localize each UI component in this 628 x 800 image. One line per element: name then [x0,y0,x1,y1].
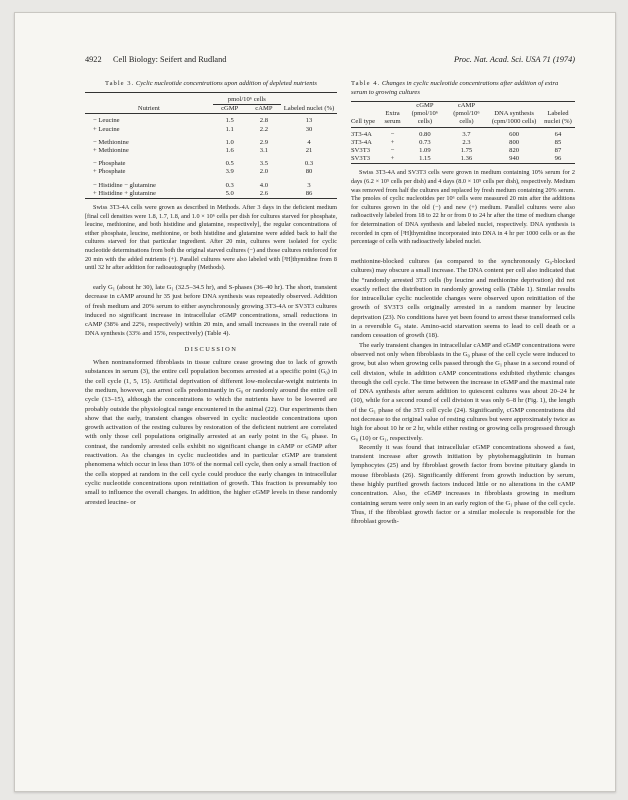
t3-cell-labeled: 86 [305,189,313,197]
t3-cell-camp: 2.6 [259,189,269,197]
page-number: 4922 [85,55,102,64]
t3-cell-nutrient: + Methionine [93,147,129,155]
t3-cell-labeled: 4 [307,138,311,146]
t4-cell-type: SV3T3 [351,147,371,155]
t4-cell-dna: 820 [509,147,520,155]
document-page [14,12,616,792]
table-row [85,126,337,134]
right-paragraph-2: The early transient changes in intracellular cAMP and cGMP concentrations were observed not only when fibroblasts in the G₀ phase of the cell cycle were induced to grow, but also when growing cells passed through the G₁ phase in a second round of cell division, while in addition cAMP concentrations exhibited rhythmic changes through the cell cycle. The time between the increase in cGMP and the maximal rate of DNA synthesis after serum addition to quiescent cultures was about 20–24 hr (10), while for a second round of cell division it was only 6–8 hr (Fig. 1), the length of the G₁ phase of the 3T3 cell cycle (24). Significantly, cGMP concentrations did not decrease to the original value of resting cultures but were approximately twice as high for about 10 hr or 2 hr, while either resting or growing cells progressed through G₀ (10) or G₁, respectively. [351,341,575,442]
t3-cell-labeled: 30 [305,125,313,133]
journal-section: Cell Biology: Seifert and Rudland [113,55,227,64]
t4-cell-labeled: 64 [554,130,562,138]
t4-header-dna: DNA synthesis (cpm/1000 cells) [491,110,537,126]
t3-header-nutrient: Nutrient [137,105,160,113]
t3-cell-labeled: 3 [307,181,311,189]
t3-header-group: pmol/10⁶ cells [213,93,281,105]
t4-cell-serum: + [390,155,395,163]
t4-cell-camp: 3.7 [462,130,471,138]
t4-cell-labeled: 87 [554,147,562,155]
t3-cell-cgmp: 1.6 [225,147,234,155]
left-paragraph-1: early G₁ (about hr 30), late G₁ (32.5–34.5 hr), and S-phases (36–40 hr). The short, transient decrease in cAMP around hr 35 just before DNA synthesis was repeatedly observed. Addition of fresh medium and 20% serum to either asynchronously growing 3T3-4A or SV3T3 cultures induced no significant increase in intracellular cGMP concentrations, small reductions in cAMP (38% and 22%, respectively) within 20 min, and small increases in the overall rate of DNA synthesis (33% and 15%, respectively) (Table 4). [85,283,337,338]
t3-cell-cgmp: 1.5 [225,117,234,125]
right-paragraph-3: Recently it was found that intracellular cGMP concentrations showed a fast, transient increase after growth initiation by phytohemagglutinin in human lymphocytes (25) and by fibroblast growth factor from bovine pituitary glands in mouse fibroblasts (26). Significantly different from growth induction by serum, these highly purified growth factors induced little or no alterations in the cAMP concentration. Also, the cGMP increases in fibroblasts growing in medium containing serum were only seen in an early region of the G₁ phase of the cell cycle. Thus, if the fibroblast growth factor or a similar molecule is responsible for the fibroblast growth- [351,443,575,526]
table-row [85,117,337,125]
t3-cell-nutrient: − Histidine − glutamine [93,181,156,189]
table3 [85,92,337,201]
t3-cell-labeled: 21 [305,147,313,155]
table4-footnote: Swiss 3T3-4A and SV3T3 cells were grown in medium containing 10% serum for 2 days (6.2 × 10⁵ cells per dish) and 4 days (8.0 × 10⁵ cells per dish), respectively. Medium was removed from half the cultures and replaced by fresh medium containing 20% serum. The pmoles of cyclic nucleotides per 10⁶ cells were measured 20 min after the additions for cultures grown in the old (−) and new (+) medium. Parallel cultures were also radioactively labeled from 18 to 22 hr or from 0 to 24 hr after the time of medium change for determination of DNA synthesis and labeled nuclei, respectively. DNA synthesis is recorded in cpm of [³H]thymidine incorporated into DNA in 4 hr per 1000 cells or as the percentage of cells with radioactively labeled nuclei. [351,169,575,246]
table-row [85,139,337,147]
t3-cell-camp: 2.0 [259,168,269,176]
t4-cell-type: SV3T3 [351,155,371,163]
t3-cell-cgmp: 1.1 [225,125,234,133]
left-paragraph-2: When nontransformed fibroblasts in tissue culture cease growing due to lack of growth substances in serum (3), the entire cell population becomes arrested at a specific point (G₀) in the cell cycle (1, 5, 15). Artificial deprivation of different low-molecular-weight nutrients in the medium, however, can arrest cells predominantly in G₀ or randomly around the entire cell cycle (13–15), although the concentrations to which the nutrients have to be lowered are probably outside the physiological range encountered in the animal (22). Our experiments then show that the early, transient changes observed in cyclic nucleotide concentrations upon growth activation of the resting cultures by restoration of the deficient nutrient are correlated with only those cell populations originally arrested at an early point in the G₀ phase. In contrast, the randomly arrested cells exhibit no significant change in cAMP or cGMP after reactivation. As the changes in cyclic nucleotides and in particular cGMP are transient phenomena which occur in less than 10% of the normal cell cycle, then only a small fraction of the cells stopped at random in the cell cycle could produce the early changes in intracellular cyclic nucleotide concentrations upon reinitiation of growth. This fraction is presumably too small to influence the overall changes. In addition, the higher cGMP levels in these randomly arrested leucine- or [85,359,337,506]
table-row [85,190,337,199]
t4-cell-serum: − [390,147,395,155]
t4-cell-dna: 940 [509,155,520,163]
table3-label: Table 3. [105,80,135,87]
t3-cell-labeled: 0.3 [304,160,314,168]
t4-cell-cgmp: 0.80 [419,130,431,138]
table-row [351,155,575,164]
table3-caption [85,79,337,88]
t4-cell-dna: 600 [509,130,520,138]
t3-cell-camp: 4.0 [259,181,269,189]
t3-cell-labeled: 13 [305,117,313,125]
table4 [351,101,575,166]
t3-cell-camp: 2.8 [259,117,269,125]
t3-cell-nutrient: − Methionine [93,138,129,146]
t3-cell-camp: 2.2 [259,125,269,133]
table3-footnote: Swiss 3T3-4A cells were grown as described in Methods. After 3 days in the deficient medium [final cell densities were 1.8, 1.7, 1.8, and 1.0 × 10⁶ cells per dish for cultures starved for phosphate, leucine, methionine, and both histidine and glutamine, respectively], the regular concentrations of either phosphate, leucine, methionine, or both histidine and glutamine were added back to half the cultures starved for that particular ingredient. After 20 min, cultures were isolated for cyclic nucleotide determinations from both the original starved cultures (−) and those cultures reinforced for 20 min with the added nutrients (+). Parallel cultures were also labeled with [³H]thymidine from 8 until 32 hr after addition for radioautography (Methods). [85,204,337,272]
t4-cell-labeled: 96 [554,155,562,163]
t4-cell-type: 3T3-4A [351,138,372,146]
t3-cell-nutrient: + Histidine + glutamine [93,189,156,197]
table3-title: Cyclic nucleotide concentrations upon addition of depleted nutrients [135,80,317,87]
t4-cell-serum: − [390,130,395,138]
table-row [85,160,337,168]
t3-cell-nutrient: − Leucine [93,117,120,125]
t3-cell-cgmp: 0.3 [225,181,234,189]
table-row [85,168,337,176]
t3-cell-cgmp: 0.5 [225,160,234,168]
t4-cell-serum: + [390,138,395,146]
t4-cell-camp: 1.36 [460,155,473,163]
t4-header-extra-serum: Extra serum [384,110,401,126]
table-row [351,139,575,147]
t4-cell-labeled: 85 [554,138,562,146]
t4-cell-cgmp: 1.15 [419,155,431,163]
t3-cell-camp: 3.1 [259,147,269,155]
table-row [85,182,337,190]
table4-caption [351,79,575,97]
t3-cell-labeled: 80 [305,168,313,176]
page-header [85,55,575,67]
t4-header-cgmp: cGMP (pmol/10⁶ cells) [411,102,439,126]
t3-cell-nutrient: + Leucine [93,125,120,133]
table-row [351,131,575,139]
t3-cell-camp: 3.5 [259,160,269,168]
section-heading-discussion: DISCUSSION [184,345,238,353]
table-row [351,147,575,155]
t4-header-cell-type: Cell type [351,118,375,126]
t4-header-camp: cAMP (pmol/10⁶ cells) [453,102,480,126]
t4-cell-camp: 2.3 [462,138,471,146]
t3-cell-cgmp: 1.0 [225,138,234,146]
table-row [85,147,337,155]
right-paragraph-1: methionine-blocked cultures (as compared to the synchronously G₀-blocked cultures) may obscure a small increase. The DNA content per cell also indicated that the “randomly arrested 3T3 cells (by leucine and methionine deprivation) did not exactly reflect the distribution in randomly growing cells (Table 1). Similar results for intracellular cyclic nucleotide changes were observed upon reinitiation of the growth of SV3T3 cells originally arrested in a random manner by leucine deprivation (23). No conditions have yet been found to arrest these transformed cells in a reversible G₀ state. Amino-acid starvation seems to lead to cell death or a random cessation of growth (18). [351,257,575,340]
t3-header-cgmp: cGMP [221,105,239,113]
t3-cell-nutrient: − Phosphate [93,160,126,168]
t3-header-camp: cAMP [255,105,273,113]
t4-cell-type: 3T3-4A [351,130,372,138]
t4-cell-dna: 800 [509,138,520,146]
table4-title: Changes in cyclic nucleotide concentrations after addition of extra serum to growing cultures [351,80,559,96]
left-column [85,79,337,507]
t4-cell-cgmp: 0.73 [419,138,431,146]
t3-cell-camp: 2.9 [259,138,269,146]
journal-reference: Proc. Nat. Acad. Sci. USA 71 (1974) [453,55,575,64]
table4-label: Table 4. [351,80,381,87]
t4-header-labeled: Labeled nuclei (%) [544,110,572,126]
right-column [351,79,575,527]
t3-cell-cgmp: 5.0 [225,189,234,197]
t4-cell-cgmp: 1.09 [419,147,431,155]
t3-header-labeled: Labeled nuclei (%) [283,105,335,113]
t4-cell-camp: 1.75 [460,147,473,155]
t3-cell-nutrient: + Phosphate [93,168,126,176]
t3-cell-cgmp: 3.9 [225,168,234,176]
